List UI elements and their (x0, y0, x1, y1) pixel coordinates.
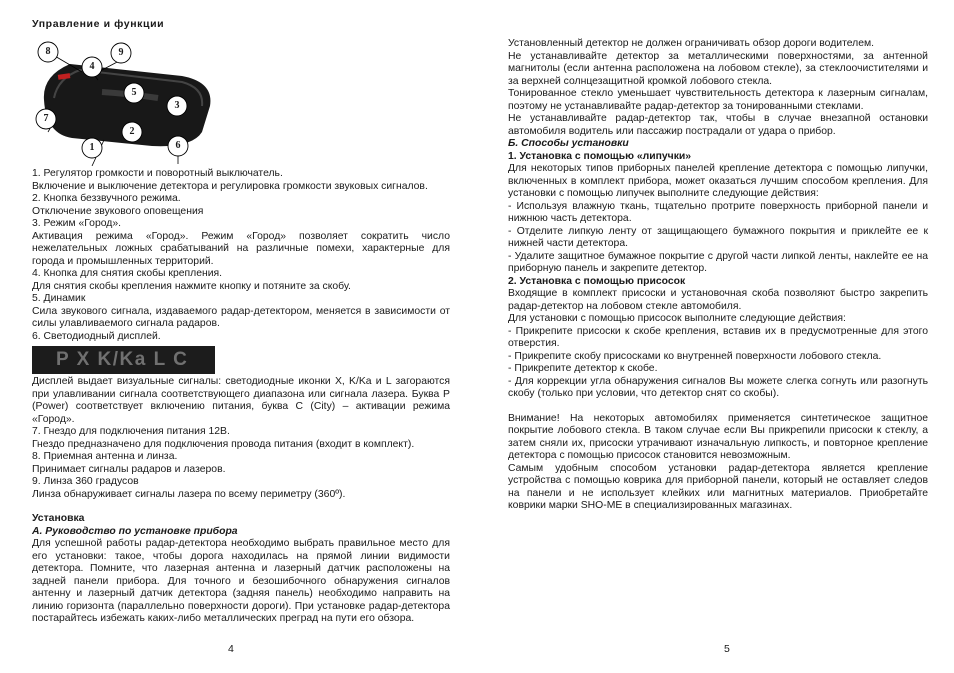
suction-para-1: Входящие в комплект присоски и установочная скоба позволяют быстро закрепить радар-детектор на лобовом стекле автомобиля. (508, 288, 928, 312)
callout-label-5: 5 (131, 87, 137, 98)
page-number-left: 4 (228, 643, 234, 655)
item-3-desc: Активация режима «Город». Режим «Город» позволяет сократить число нежелательных ложных срабатываний на различные помехи, характерные для города и промышленных территорий. (32, 230, 450, 267)
suction-step-3: - Прикрепите детектор к скобе. (508, 363, 658, 374)
controls-list (32, 168, 450, 343)
item-6-desc: Дисплей выдает визуальные сигналы: светодиодные иконки X, K/Ka и L загораются при улавливании сигнала соответствующего диапазона или сигнала лазера. Буква P (Power) соответствует включению питания, буква C (City) – активации режима «Город». (32, 376, 450, 425)
suction-step-1: - Прикрепите присоски к скобе крепления, вставив их в предусмотренные для этого отверстия. (508, 325, 928, 349)
placement-para-3: Тонированное стекло уменьшает чувствительность детектора к лазерным сигналам, поэтому не устанавливайте радар-детектор за тонированными стеклами. (508, 88, 928, 112)
install-guide-text: Для успешной работы радар-детектора необходимо выбрать правильное место для его установки: такое, чтобы дорога находилась на прямой линии видимости детектора. Помните, что лазерная антенна и лазерный датчик расположены на задней панели прибора. Для точного и безошибочного обнаружения сигналов антенну и лазерный датчик детектора (задняя панель) необходимо направить на линию горизонта (параллельно поверхности дороги). При установке радар-детектора постарайтесь избежать каких-либо металлических преград на пути его обзора. (32, 538, 450, 624)
item-8-desc: Принимает сигналы радаров и лазеров. (32, 463, 226, 475)
item-9-title: 9. Линза 360 градусов (32, 476, 139, 487)
callout-label-6: 6 (175, 140, 181, 151)
item-1-title: 1. Регулятор громкости и поворотный выключатель. (32, 168, 283, 179)
item-5-desc: Сила звукового сигнала, издаваемого радар-детектором, меняется в зависимости от силы улавливаемого сигнала радаров. (32, 305, 450, 329)
callout-label-9: 9 (118, 47, 124, 58)
callout-label-1: 1 (89, 142, 95, 153)
detector-diagram (32, 36, 232, 166)
item-9-desc: Линза обнаруживает сигналы лазера по всему периметру (360º). (32, 488, 346, 500)
left-page (32, 0, 450, 673)
placement-para-2: Не устанавливайте детектор за металлическими поверхностями, за антенной магнитолы (если антенна расположена на лобовом стекле), за стеклоочистителями и за верхней солнцезащитной кромкой лобового стекла. (508, 50, 928, 87)
callout-label-3: 3 (174, 100, 180, 111)
placement-para-1: Установленный детектор не должен ограничивать обзор дороги водителем. (508, 38, 875, 49)
velcro-step-3: - Удалите защитное бумажное покрытие с другой части липкой ленты, наклейте ее на приборную панель и закрепите детектор. (508, 250, 928, 274)
methods-heading: Б. Способы установки (508, 138, 629, 149)
callout-label-4: 4 (89, 61, 95, 72)
item-3-title: 3. Режим «Город». (32, 218, 122, 229)
callout-label-7: 7 (43, 113, 49, 124)
suction-step-2: - Прикрепите скобу присосками ко внутренней поверхности лобового стекла. (508, 350, 882, 362)
item-7-desc: Гнездо предназначено для подключения провода питания (входит в комплект). (32, 438, 415, 450)
item-4-title: 4. Кнопка для снятия скобы крепления. (32, 268, 223, 279)
callout-label-2: 2 (129, 126, 135, 137)
item-6-title: 6. Светодиодный дисплей. (32, 330, 161, 342)
install-heading: Установка (32, 513, 85, 524)
item-2-desc: Отключение звукового оповещения (32, 205, 204, 217)
mat-para: Самым удобным способом установки радар-детектора является крепление устройства с помощью коврика для приборной панели, который не оставляет следов на панели и не использует клейких или магнитных материалов. Приобретайте коврики марки SHO-ME в специализированных магазинах. (508, 462, 928, 511)
controls-list-continued (32, 376, 450, 501)
install-guide-subheading: А. Руководство по установке прибора (32, 525, 238, 537)
placement-para-4: Не устанавливайте радар-детектор так, чтобы в случае внезапной остановки автомобиля водитель или пассажир пострадали от удара о прибор. (508, 113, 928, 137)
attention-para: Внимание! На некоторых автомобилях применяется синтетическое защитное покрытие лобового стекла. В таком случае если Вы прикрепили присоски к стеклу, а затем сняли их, присоски утрачивают изначальную липкость, и повторное крепление детектора с помощью присосок становится невозможным. (508, 412, 928, 461)
led-display-sample: P X K/Ka L C (32, 346, 215, 374)
callout-label-8: 8 (45, 46, 51, 57)
velcro-step-1: - Используя влажную ткань, тщательно протрите поверхность приборной панели и нижнюю часть детектора. (508, 200, 928, 224)
suction-heading: 2. Установка с помощью присосок (508, 275, 686, 287)
item-8-title: 8. Приемная антенна и линза. (32, 451, 178, 462)
velcro-para-1: Для некоторых типов приборных панелей крепление детектора с помощью липучки, включенных в комплект прибора, может оказаться лучшим способом крепления. Для установки с помощью липучек выполните следующие действия: (508, 163, 928, 199)
item-7-title: 7. Гнездо для подключения питания 12В. (32, 426, 230, 437)
velcro-heading: 1. Установка с помощью «липучки» (508, 150, 692, 162)
suction-step-4: - Для коррекции угла обнаружения сигналов Вы можете слегка согнуть или разогнуть скобу (только при условии, что детектор снят со скобы). (508, 375, 928, 399)
velcro-step-2: - Отделите липкую ленту от защищающего бумажного покрытия и приклейте ее к нижней части детектора. (508, 225, 928, 249)
item-1-desc: Включение и выключение детектора и регулировка громкости звуковых сигналов. (32, 180, 428, 192)
page-number-right: 5 (724, 643, 730, 655)
section-heading-controls: Управление и функции (32, 18, 165, 30)
right-page (508, 0, 928, 673)
item-4-desc: Для снятия скобы крепления нажмите кнопку и потяните за скобу. (32, 280, 351, 292)
item-2-title: 2. Кнопка беззвучного режима. (32, 193, 181, 204)
item-5-title: 5. Динамик (32, 293, 86, 304)
suction-para-2: Для установки с помощью присосок выполните следующие действия: (508, 313, 846, 324)
